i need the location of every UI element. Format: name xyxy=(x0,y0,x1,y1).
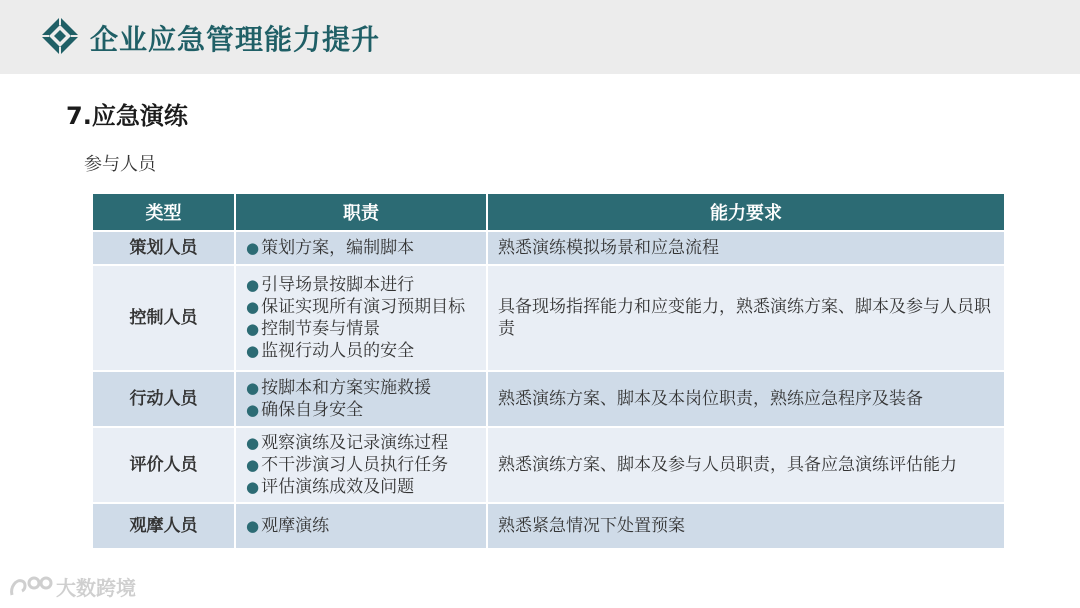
role-type: 策划人员 xyxy=(93,230,236,264)
duty-item: ● 评估演练成效及问题 xyxy=(246,477,415,497)
duty-item: ● 监视行动人员的安全 xyxy=(246,341,415,361)
role-type: 评价人员 xyxy=(93,426,236,502)
role-requirement: 熟悉紧急情况下处置预案 xyxy=(488,502,1004,548)
bullet-icon: ● xyxy=(246,298,260,316)
role-duties xyxy=(236,502,488,548)
column-header-requirement: 能力要求 xyxy=(488,194,1004,230)
bullet-icon: ● xyxy=(246,342,260,360)
role-requirement: 熟悉演练模拟场景和应急流程 xyxy=(488,230,1004,264)
duty-item: ● 策划方案，编制脚本 xyxy=(246,238,415,258)
table-row xyxy=(93,426,1004,502)
duty-item: ● 保证实现所有演习预期目标 xyxy=(246,297,466,317)
duty-item: ● 按脚本和方案实施救援 xyxy=(246,378,432,398)
bullet-icon: ● xyxy=(246,379,260,397)
duty-item: ● 观察演练及记录演练过程 xyxy=(246,433,449,453)
role-type: 观摩人员 xyxy=(93,502,236,548)
column-header-type: 类型 xyxy=(93,194,236,230)
bullet-icon: ● xyxy=(246,401,260,419)
role-type: 行动人员 xyxy=(93,370,236,426)
role-requirement: 具备现场指挥能力和应变能力，熟悉演练方案、脚本及参与人员职责 xyxy=(488,264,1004,370)
role-requirement: 熟悉演练方案、脚本及参与人员职责，具备应急演练评估能力 xyxy=(488,426,1004,502)
table-row xyxy=(93,370,1004,426)
role-duties xyxy=(236,370,488,426)
table-header-row xyxy=(93,194,1004,230)
watermark xyxy=(8,572,136,601)
table-row xyxy=(93,264,1004,370)
bullet-icon: ● xyxy=(246,434,260,452)
duty-item: ● 确保自身安全 xyxy=(246,400,364,420)
table-row xyxy=(93,502,1004,548)
role-type: 控制人员 xyxy=(93,264,236,370)
bullet-icon: ● xyxy=(246,517,260,535)
bullet-icon: ● xyxy=(246,239,260,257)
diamond-logo-icon xyxy=(40,16,80,56)
header-bar xyxy=(0,0,1080,74)
role-duties xyxy=(236,230,488,264)
duty-item: ● 观摩演练 xyxy=(246,516,330,536)
section-subtitle: 参与人员 xyxy=(84,154,156,175)
duty-item: ● 引导场景按脚本进行 xyxy=(246,275,415,295)
watermark-text: 大数跨境 xyxy=(56,576,136,600)
duty-item: ● 控制节奏与情景 xyxy=(246,319,381,339)
header-title: 企业应急管理能力提升 xyxy=(90,23,381,56)
bullet-icon: ● xyxy=(246,478,260,496)
bullet-icon: ● xyxy=(246,276,260,294)
watermark-logo-icon xyxy=(8,573,54,601)
duty-item: ● 不干涉演习人员执行任务 xyxy=(246,455,449,475)
role-requirement: 熟悉演练方案、脚本及本岗位职责，熟练应急程序及装备 xyxy=(488,370,1004,426)
role-duties xyxy=(236,264,488,370)
section-title: 7.应急演练 xyxy=(66,102,188,130)
roles-table xyxy=(93,194,1004,548)
role-duties xyxy=(236,426,488,502)
column-header-duties: 职责 xyxy=(236,194,488,230)
bullet-icon: ● xyxy=(246,320,260,338)
table-row xyxy=(93,230,1004,264)
bullet-icon: ● xyxy=(246,456,260,474)
